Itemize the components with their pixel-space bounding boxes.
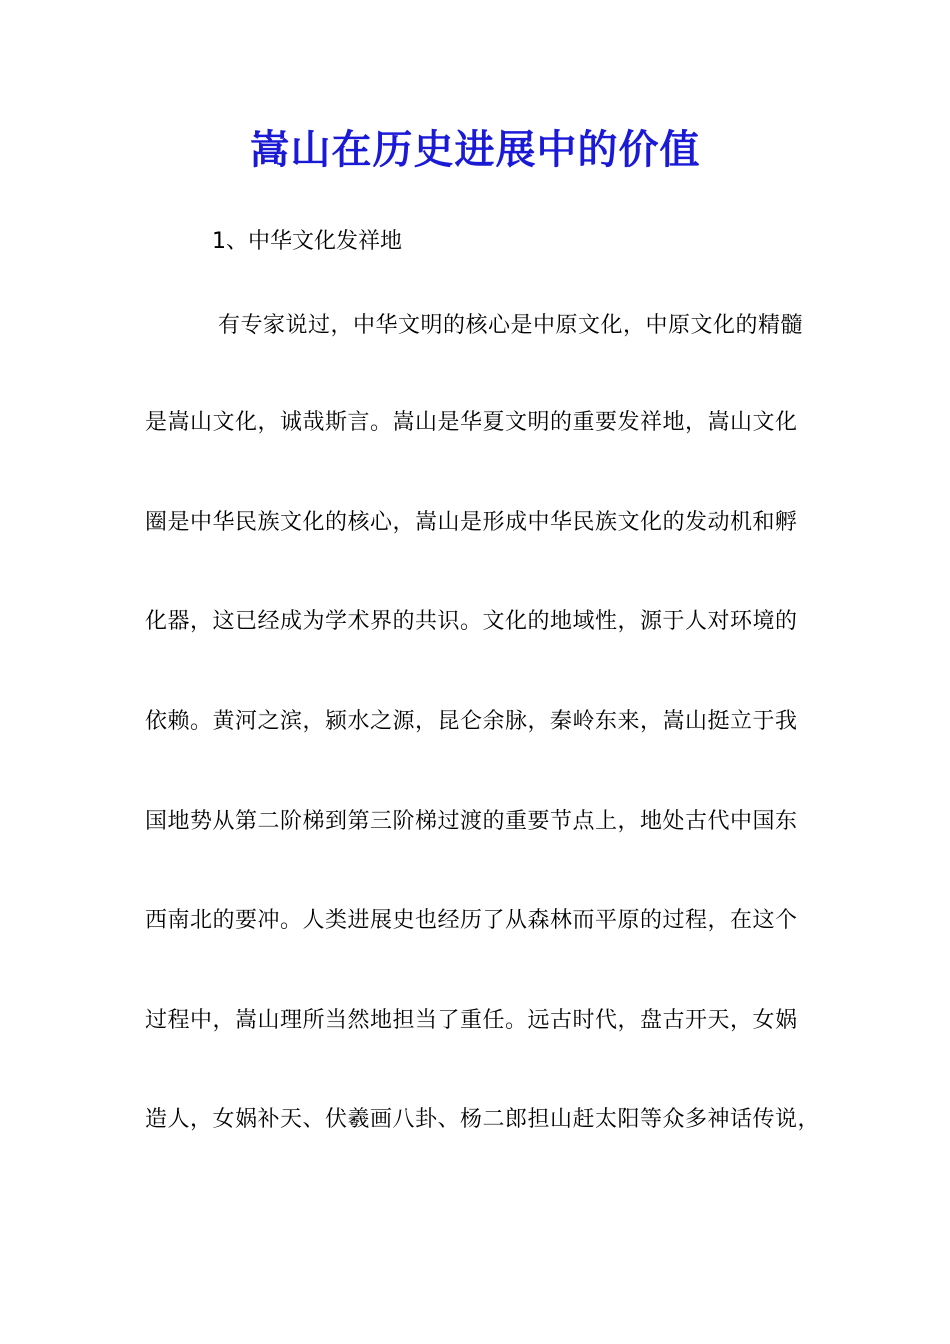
- paragraph-line: 过程中，嵩山理所当然地担当了重任。远古时代，盘古开天，女娲: [145, 1008, 798, 1033]
- paragraph-line: 化器，这已经成为学术界的共识。文化的地域性，源于人对环境的: [145, 609, 798, 634]
- paragraph-line: 是嵩山文化，诚哉斯言。嵩山是华夏文明的重要发祥地，嵩山文化: [145, 410, 798, 435]
- paragraph-line: 西南北的要冲。人类进展史也经历了从森林而平原的过程，在这个: [145, 908, 798, 933]
- paragraph-line: 造人，女娲补天、伏羲画八卦、杨二郎担山赶太阳等众多神话传说，: [145, 1107, 821, 1132]
- paragraph-line: 依赖。黄河之滨，颍水之源，昆仑余脉，秦岭东来，嵩山挺立于我: [145, 709, 798, 734]
- paragraph-line: 有专家说过，中华文明的核心是中原文化，中原文化的精髓: [218, 313, 804, 338]
- paragraph-line: 圈是中华民族文化的核心，嵩山是形成中华民族文化的发动机和孵: [145, 510, 798, 535]
- paragraph-line: 国地势从第二阶梯到第三阶梯过渡的重要节点上，地处古代中国东: [145, 809, 798, 834]
- document-title: 嵩山在历史进展中的价值: [249, 127, 701, 173]
- section-heading: 1、中华文化发祥地: [212, 229, 402, 254]
